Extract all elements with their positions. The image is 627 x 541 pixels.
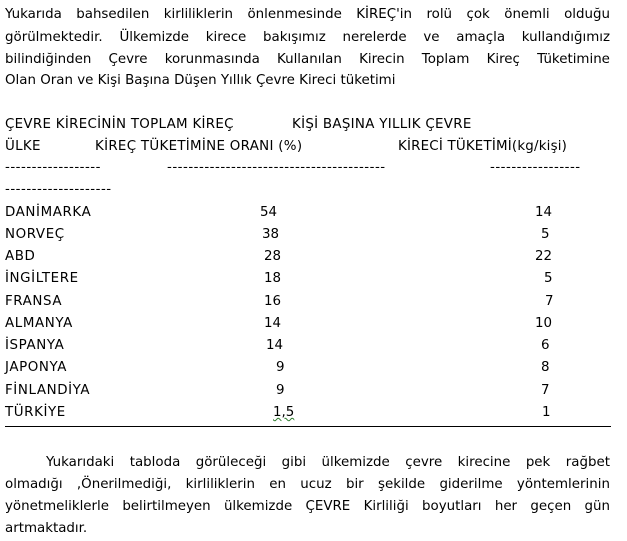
table-row (0, 271, 627, 293)
consumption-cell: 1 (542, 405, 551, 420)
ratio-cell: 1,5 (273, 405, 295, 420)
ratio-cell: 14 (266, 338, 284, 353)
intro-line-2 (5, 30, 610, 46)
dash-separator-wrap: -------------------- (5, 182, 112, 197)
word: ülkemizde (223, 499, 293, 514)
word: olduğu (564, 7, 610, 22)
country-cell: DANİMARKA (5, 205, 92, 220)
table-header-col3-top: KİŞİ BAŞINA YILLIK ÇEVRE (292, 117, 472, 132)
word: korunmasında (164, 52, 260, 67)
consumption-cell: 5 (544, 271, 553, 286)
word: kirliliklerin (163, 7, 234, 22)
word: tabloda (129, 455, 181, 470)
table-row (0, 249, 627, 271)
word: Kullanılan (276, 52, 342, 67)
word: şekilde (377, 477, 426, 492)
word: rağbet (565, 455, 610, 470)
word: önemli (504, 7, 550, 22)
word: ve (423, 30, 440, 45)
conclusion-line-2 (5, 477, 610, 493)
word: yönetmeliklerle (5, 499, 109, 514)
word: önlenmesinde (247, 7, 342, 22)
consumption-cell: 6 (541, 338, 550, 353)
table-row (0, 227, 627, 249)
word: Çevre (108, 52, 148, 67)
consumption-cell: 5 (541, 227, 550, 242)
word: Kirecin (359, 52, 405, 67)
ratio-cell: 28 (264, 249, 282, 264)
country-cell: İSPANYA (5, 338, 65, 353)
consumption-cell: 22 (535, 249, 553, 264)
word: ,Önerilmediği, (76, 477, 172, 492)
word: kirece (205, 30, 247, 45)
country-cell: İNGİLTERE (5, 271, 79, 286)
word: Kirliliği (363, 499, 409, 514)
table-row (0, 205, 627, 227)
table-header-ratio: KİREÇ TÜKETİMİNE ORANI (%) (95, 139, 303, 154)
conclusion-line-3 (5, 499, 610, 515)
consumption-cell: 10 (535, 316, 553, 331)
country-cell: FİNLANDİYA (5, 383, 91, 398)
table-row (0, 316, 627, 338)
word: giderilme (439, 477, 503, 492)
intro-line-3 (5, 52, 610, 68)
country-cell: TÜRKİYE (5, 405, 66, 420)
word: Yukarıdaki (46, 455, 115, 470)
word: amaçla (456, 30, 506, 45)
word: Yukarıda (5, 7, 62, 22)
word: bilindiğinden (5, 52, 92, 67)
word: rolü (426, 7, 453, 22)
conclusion-line-1 (46, 455, 610, 471)
word: ÇEVRE (305, 499, 351, 514)
word: ülkemizde (321, 455, 390, 470)
word: görülmektedir. (5, 30, 103, 45)
word: geçen (530, 499, 572, 514)
word: kullandığımız (521, 30, 610, 45)
ratio-cell: 54 (260, 205, 278, 220)
table-row (0, 338, 627, 360)
word: her (494, 499, 518, 514)
table-header-country: ÜLKE (5, 139, 41, 154)
word: KİREÇ'in (356, 7, 412, 22)
country-cell: FRANSA (5, 294, 63, 309)
word: Tüketimine (537, 52, 610, 67)
word: en (269, 477, 286, 492)
dash-separator-ratio: ----------------------------------------- (167, 160, 386, 175)
intro-line-4: Olan Oran ve Kişi Başına Düşen Yıllık Çevre Kireci tüketimi (5, 73, 396, 88)
table-row (0, 383, 627, 405)
intro-line-1 (5, 7, 610, 23)
consumption-cell: 8 (541, 360, 550, 375)
word: kirecine (457, 455, 511, 470)
word: belirtilmeyen (122, 499, 211, 514)
word: bir (345, 477, 364, 492)
word: bakışımız (263, 30, 326, 45)
ratio-cell: 9 (276, 383, 285, 398)
word: Kireç (486, 52, 520, 67)
word: pek (525, 455, 551, 470)
consumption-cell: 7 (545, 294, 554, 309)
word: çevre (405, 455, 443, 470)
word: gibi (281, 455, 307, 470)
word: boyutları (422, 499, 482, 514)
conclusion-line-4: artmaktadır. (5, 521, 88, 536)
ratio-cell: 14 (264, 316, 282, 331)
table-row (0, 360, 627, 382)
ratio-cell: 18 (264, 271, 282, 286)
consumption-cell: 14 (535, 205, 553, 220)
country-cell: ABD (5, 249, 36, 264)
ratio-cell: 38 (262, 227, 280, 242)
table-header-col12-top: ÇEVRE KİRECİNİN TOPLAM KİREÇ (5, 117, 234, 132)
word: yöntemlerinin (516, 477, 610, 492)
word: olmadığı (5, 477, 63, 492)
word: gün (584, 499, 610, 514)
word: nerelerde (342, 30, 407, 45)
table-row (0, 294, 627, 316)
consumption-cell: 7 (541, 383, 550, 398)
word: Toplam (421, 52, 470, 67)
table-bottom-rule (5, 426, 611, 427)
word: ucuz (300, 477, 332, 492)
country-cell: NORVEÇ (5, 227, 65, 242)
dash-separator-country: ------------------ (5, 160, 101, 175)
table-row (0, 405, 627, 427)
word: çok (466, 7, 490, 22)
word: kirliliklerin (185, 477, 255, 492)
word: bahsedilen (76, 7, 150, 22)
dash-separator-consumption: ----------------- (490, 160, 581, 175)
country-cell: ALMANYA (5, 316, 73, 331)
word: Ülkemizde (119, 30, 190, 45)
ratio-cell: 16 (264, 294, 282, 309)
table-header-consumption: KİRECİ TÜKETİMİ(kg/kişi) (398, 139, 568, 154)
ratio-cell: 9 (276, 360, 285, 375)
country-cell: JAPONYA (5, 360, 68, 375)
word: görüleceği (195, 455, 267, 470)
